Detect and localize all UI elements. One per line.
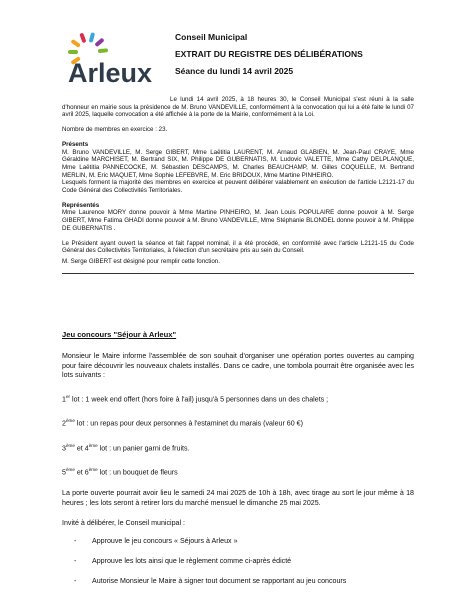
represented-list: Mme Laurence MORY donne pouvoir à Mme Martine PINHEIRO, M. Jean Louis POPULAIRE donne pouvoir à M. Serge GIBERT, Mme Fatima GHADI donne pouvoir à M. Bruno VANDEVILLE, Mme Stéphanie BLONDEL donne pouvoir à M. Philippe DE GUBERNATIS . (62, 209, 414, 232)
presents-section (62, 141, 414, 195)
secretary-paragraph: M. Serge GIBERT est désigné pour remplir cette fonction. (62, 257, 220, 265)
register-title: EXTRAIT DU REGISTRE DES DÉLIBÉRATIONS (175, 49, 363, 59)
jeu-title: Jeu concours "Séjour à Arleux" (62, 330, 177, 339)
deliberation-intro: Invité à délibérer, le Conseil municipal : (62, 519, 186, 528)
decision-item: - Approuve les lots ainsi que le règlement comme ci-après édicté (62, 557, 414, 567)
represented-section (62, 202, 414, 233)
council-title: Conseil Municipal (175, 32, 248, 42)
jeu-intro: Monsieur le Maire informe l'assemblée de son souhait d'organiser une opération portes ouvertes au camping pour faire découvrir les nouveaux chalets installés. Dans ce cadre, une tombola pourrait être organisée avec les lots suivants : (62, 351, 414, 380)
logo-wordmark: Arleux (68, 58, 153, 88)
section-divider (62, 273, 414, 274)
session-intro (62, 96, 414, 284)
lot-3-4: 3ème et 4ème lot : un panier garni de fruits. (62, 442, 190, 452)
members-count: Nombre de membres en exercice : 23. (62, 126, 168, 134)
presents-heading: Présents (62, 140, 89, 148)
president-paragraph: Le Président ayant ouvert la séance et fait l'appel nominal, il a été procédé, en conformité avec l'article L2121-15 du Code Général des Collectivités Territoriales, à l'élection d'un secrétaire pris au sein du Conseil. (62, 239, 414, 255)
session-date: Séance du lundi 14 avril 2025 (175, 66, 294, 76)
decision-item: - Autorise Monsieur le Maire à signer tout document se rapportant au jeu concours (62, 577, 414, 587)
arleux-logo (60, 30, 170, 90)
lot-2: 2ème lot : un repas pour deux personnes à l'estaminet du marais (valeur 60 €) (62, 418, 303, 428)
open-day-paragraph: La porte ouverte pourrait avoir lieu le samedi 24 mai 2025 de 10h à 18h, avec tirage au sort le jour même à 18 heures ; les lots seront à retirer lors du marché mensuel le dimanche 25 mai 2025. (62, 488, 414, 507)
lot-5-6: 5ème et 6ème lot : un bouquet de fleurs (62, 466, 178, 477)
jeu-concours-section (62, 330, 414, 597)
convocation-paragraph: Le lundi 14 avril 2025, à 18 heures 30, le Conseil Municipal s'est réuni à la salle d'honneur en mairie sous la présidence de M. Bruno VANDEVILLE, conformément à la convocation qui lui a été faite le lundi 07 avril 2025, laquelle convocation a été affichée à la porte de la Mairie, conformément à la Loi. (62, 96, 414, 119)
document-header (175, 32, 435, 83)
decision-list (62, 537, 414, 586)
lot-1: 1er lot : 1 week end offert (hors foire à l'ail) jusqu'à 5 personnes dans un des chalets ; (62, 394, 329, 404)
presents-list: M. Bruno VANDEVILLE, M. Serge GIBERT, Mme Laëtitia LAURENT, M. Arnaud GLABIEN, M. Jean-Paul CRAYE, Mme Géraldine MARCHISET, M. Bertrand SIX, M. Philippe DE GUBERNATIS, M. Ludovic VALETTE, Mme Cathy DELPLANQUE, Mme Laëtitia PANNECOCKE, M. Sébastien DESCAMPS, M. Charles BEAUCHAMP, M. Gilles COQUELLE, M. Bertrand MERLIN, M. Eric MAQUET, Mme Sophie LEFEBVRE, M. Eric BRIDOUX, Mme Martine PINHEIRO. (62, 148, 414, 179)
decision-item: - Approuve le jeu concours « Séjours à Arleux » (62, 537, 414, 547)
quorum-text: Lesquels forment la majorité des membres en exercice et peuvent délibérer valablement en exécution de l'article L2121-17 du Code Général des Collectivités Territoriales. (62, 179, 414, 195)
represented-heading: Représentés (62, 201, 100, 209)
